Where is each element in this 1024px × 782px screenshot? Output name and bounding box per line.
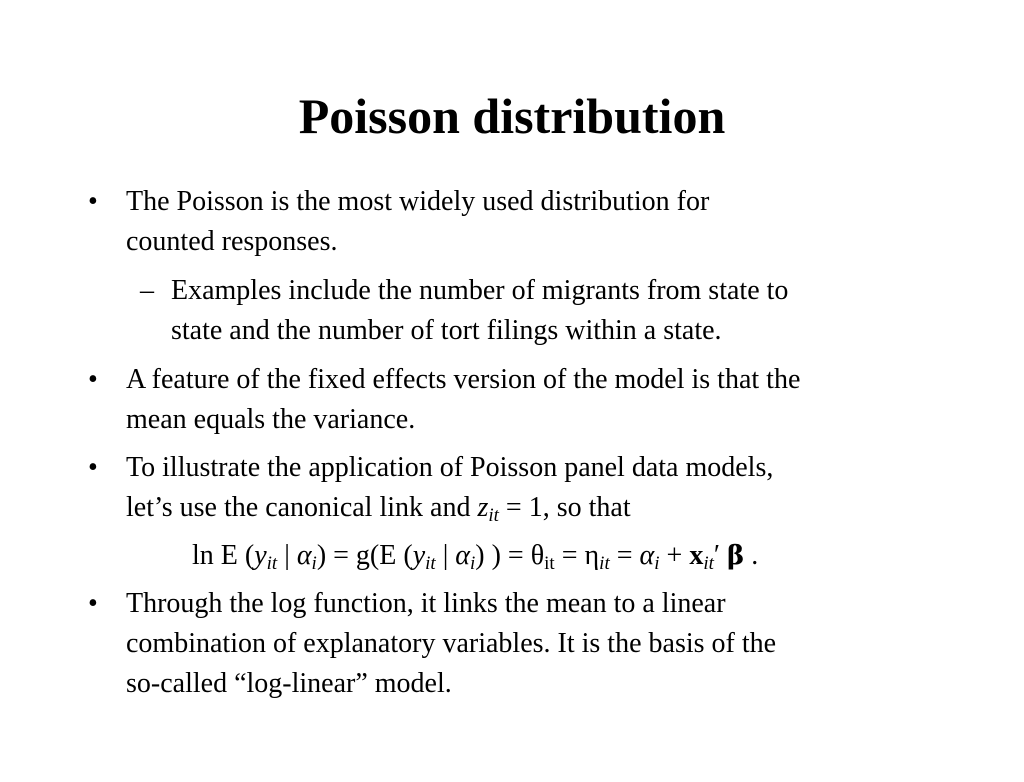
sub-bullet-marker: – [140,275,154,306]
bullet-2-line-1: A feature of the fixed effects version of the model is that the [126,364,801,395]
bullet-3-line-2: let’s use the canonical link and $z_{it} = 1$, so that [126,492,631,526]
bullet-4-line-3: so-called “log-linear” model. [126,668,452,699]
bullet-marker: • [88,452,98,483]
bullet-marker: • [88,364,98,395]
bullet-marker: • [88,186,98,217]
slide-title: Poisson distribution [298,88,726,144]
bullet-2-line-2: mean equals the variance. [126,404,416,435]
sub-bullet-line-1: Examples include the number of migrants from state to [171,275,789,306]
bullet-3-line-1: To illustrate the application of Poisson panel data models, [126,452,774,483]
bullet-1-line-2: counted responses. [126,226,338,257]
link-equation: ln E ($y_{it}$ | $\alpha_i) = g(E$ ($y_{it}$ | $\alpha_i$) ) = $\theta_{it} = \eta_{it} = \alpha_i + x_{it}'$ β . [192,540,759,574]
bullet-4-line-1: Through the log function, it links the mean to a linear [126,588,726,619]
sub-bullet-line-2: state and the number of tort filings within a state. [171,315,722,346]
bullet-4-line-2: combination of explanatory variables. It is the basis of the [126,628,777,659]
bullet-marker: • [88,588,98,619]
bullet-1-line-1: The Poisson is the most widely used distribution for [126,186,710,217]
